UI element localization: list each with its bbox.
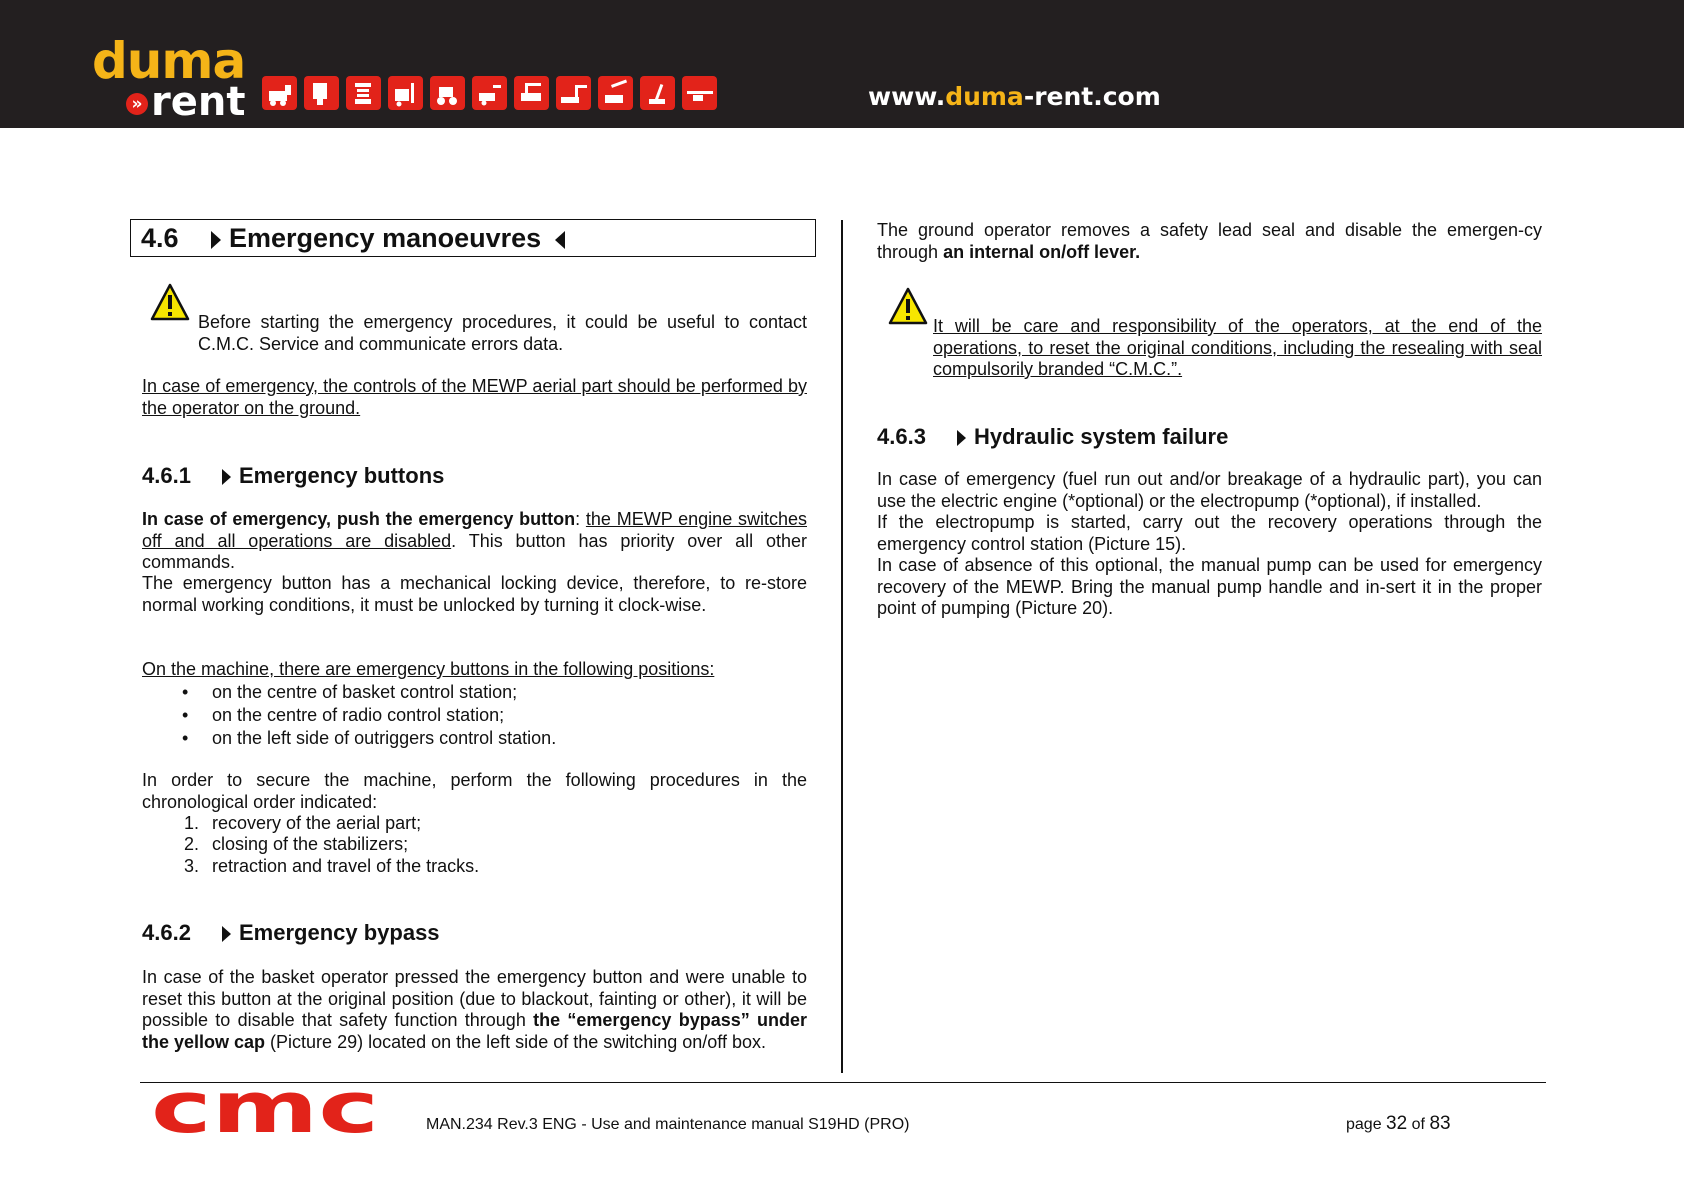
website-brand: duma bbox=[945, 82, 1024, 111]
heading-4-6-1 bbox=[142, 463, 642, 491]
of-label: of bbox=[1411, 1116, 1425, 1133]
warning-text: Before starting the emergency procedures, it could be useful to contact C.M.C. Service and communicate errors data. bbox=[198, 312, 807, 354]
bullet-marker: • bbox=[182, 728, 189, 748]
ground-text: The ground operator removes a safety lead seal and disable the emergen-cy through bbox=[877, 220, 1542, 262]
aerial-platform-icon bbox=[682, 76, 717, 110]
chevron-icon: » bbox=[126, 93, 148, 115]
heading-title bbox=[222, 463, 444, 489]
heading-title-text: Emergency buttons bbox=[239, 463, 445, 488]
bullet-text: on the centre of radio control station; bbox=[212, 705, 505, 725]
scissor-lift-icon bbox=[346, 76, 381, 110]
cmc-logo-text: cmc bbox=[151, 1088, 379, 1136]
step-number: 3. bbox=[184, 856, 200, 876]
website-suffix: -rent.com bbox=[1023, 82, 1161, 111]
arrow-right-icon bbox=[957, 430, 966, 446]
telehandler-icon bbox=[598, 76, 633, 110]
cmc-logo bbox=[150, 1088, 380, 1136]
bypass-paragraph bbox=[142, 967, 807, 1053]
website-link[interactable] bbox=[868, 82, 1161, 111]
footer-rule bbox=[140, 1082, 1546, 1083]
ground-bold: an internal on/off lever. bbox=[943, 241, 1141, 262]
hydraulic-paragraph-1: In case of emergency (fuel run out and/or breakage of a hydraulic part), you can use the electric engine (*optional) or the electropump (*optional), if installed. bbox=[877, 469, 1542, 511]
page-label: page bbox=[1346, 1116, 1382, 1133]
heading-title-text: Emergency bypass bbox=[239, 920, 440, 945]
heading-4-6-3 bbox=[877, 424, 1477, 452]
bypass-text-end: (Picture 29) located on the left side of the switching on/off box. bbox=[265, 1031, 767, 1052]
bold-instruction: In case of emergency, push the emergency button bbox=[142, 509, 576, 529]
compact-loader-icon bbox=[262, 76, 297, 110]
arrow-left-icon bbox=[555, 231, 565, 249]
order-intro: In order to secure the machine, perform the following procedures in the chronological order indicated: bbox=[142, 770, 807, 812]
crane-truck-icon bbox=[514, 76, 549, 110]
locking-paragraph: The emergency button has a mechanical locking device, therefore, to re-store normal working conditions, it must be unlocked by turning it clock-wise. bbox=[142, 573, 807, 615]
bullet-marker: • bbox=[182, 682, 189, 702]
arrow-right-icon bbox=[222, 926, 231, 942]
section-number: 4.6 bbox=[141, 223, 179, 253]
arrow-right-icon bbox=[222, 469, 231, 485]
step-text: closing of the stabilizers; bbox=[212, 834, 409, 854]
section-title-box bbox=[130, 219, 816, 257]
mini-digger-icon bbox=[472, 76, 507, 110]
step-number: 2. bbox=[184, 834, 200, 854]
website-prefix: www. bbox=[868, 82, 946, 111]
heading-title-text: Hydraulic system failure bbox=[974, 424, 1229, 449]
colon-text: : bbox=[575, 509, 586, 529]
heading-number: 4.6.1 bbox=[142, 463, 191, 488]
bullet-text: on the left side of outriggers control station. bbox=[212, 728, 557, 748]
bypass-text: In case of the basket operator pressed the emergency button and were unable to reset this button at the original position (due to blackout, fainting or other), it will be possible to disable that safety function through bbox=[142, 967, 807, 1030]
arrow-right-icon bbox=[211, 231, 221, 249]
aerial-note: In case of emergency, the controls of the MEWP aerial part should be performed by the operator on the ground. bbox=[142, 376, 807, 418]
section-title bbox=[211, 220, 565, 256]
positions-intro: On the machine, there are emergency buttons in the following positions: bbox=[142, 659, 715, 679]
page-number: 32 bbox=[1386, 1113, 1408, 1134]
column-divider bbox=[841, 220, 843, 1073]
page-total: 83 bbox=[1429, 1113, 1451, 1134]
step-text: recovery of the aerial part; bbox=[212, 813, 422, 833]
logo-rent-text bbox=[126, 79, 246, 125]
logo-duma-text: duma bbox=[92, 32, 246, 90]
hydraulic-paragraph-2: If the electropump is started, carry out the recovery operations through the emergency control station (Picture 15). bbox=[877, 512, 1542, 554]
warning-icon bbox=[150, 283, 190, 321]
manual-reference: MAN.234 Rev.3 ENG - Use and maintenance manual S19HD (PRO) bbox=[426, 1116, 910, 1133]
heading-number: 4.6.2 bbox=[142, 920, 191, 945]
heading-number: 4.6.3 bbox=[877, 424, 926, 449]
tractor-icon bbox=[430, 76, 465, 110]
heading-title bbox=[957, 424, 1228, 450]
excavator-icon bbox=[556, 76, 591, 110]
heading-4-6-2 bbox=[142, 920, 642, 948]
warning-icon bbox=[888, 287, 928, 325]
bullet-text: on the centre of basket control station; bbox=[212, 682, 518, 702]
section-title-text: Emergency manoeuvres bbox=[229, 223, 542, 253]
underlined-effect: the MEWP engine switches off and all operations are disabled bbox=[142, 509, 807, 551]
ground-operator-paragraph bbox=[877, 220, 1542, 263]
duma-rent-logo[interactable] bbox=[92, 32, 246, 125]
warning-paragraph bbox=[198, 312, 807, 355]
header-bar bbox=[0, 0, 1684, 128]
priority-text: . This button has priority over all other commands. bbox=[142, 530, 807, 572]
step-number: 1. bbox=[184, 813, 200, 833]
bypass-bold: the “emergency bypass” under the yellow cap bbox=[142, 1010, 807, 1052]
forklift-icon bbox=[388, 76, 423, 110]
machine-icon-strip bbox=[262, 76, 717, 110]
hydraulic-paragraph-3: In case of absence of this optional, the manual pump can be used for emergency recovery of the MEWP. Bring the manual pump handle and in-sert it in the proper point of pumping (Picture 20). bbox=[877, 555, 1542, 618]
logo-rent-word: rent bbox=[151, 79, 246, 125]
emergency-button-paragraph bbox=[142, 509, 807, 574]
hydraulic-failure-text bbox=[877, 469, 1542, 620]
boom-lift-icon bbox=[640, 76, 675, 110]
responsibility-warning: It will be care and responsibility of the operators, at the end of the operations, to reset the original conditions, including the resealing with seal compulsorily branded “C.M.C.”. bbox=[933, 316, 1542, 379]
dumper-icon bbox=[304, 76, 339, 110]
page-indicator bbox=[1346, 1113, 1451, 1135]
bullet-marker: • bbox=[182, 705, 189, 725]
step-text: retraction and travel of the tracks. bbox=[212, 856, 480, 876]
heading-title bbox=[222, 920, 440, 946]
